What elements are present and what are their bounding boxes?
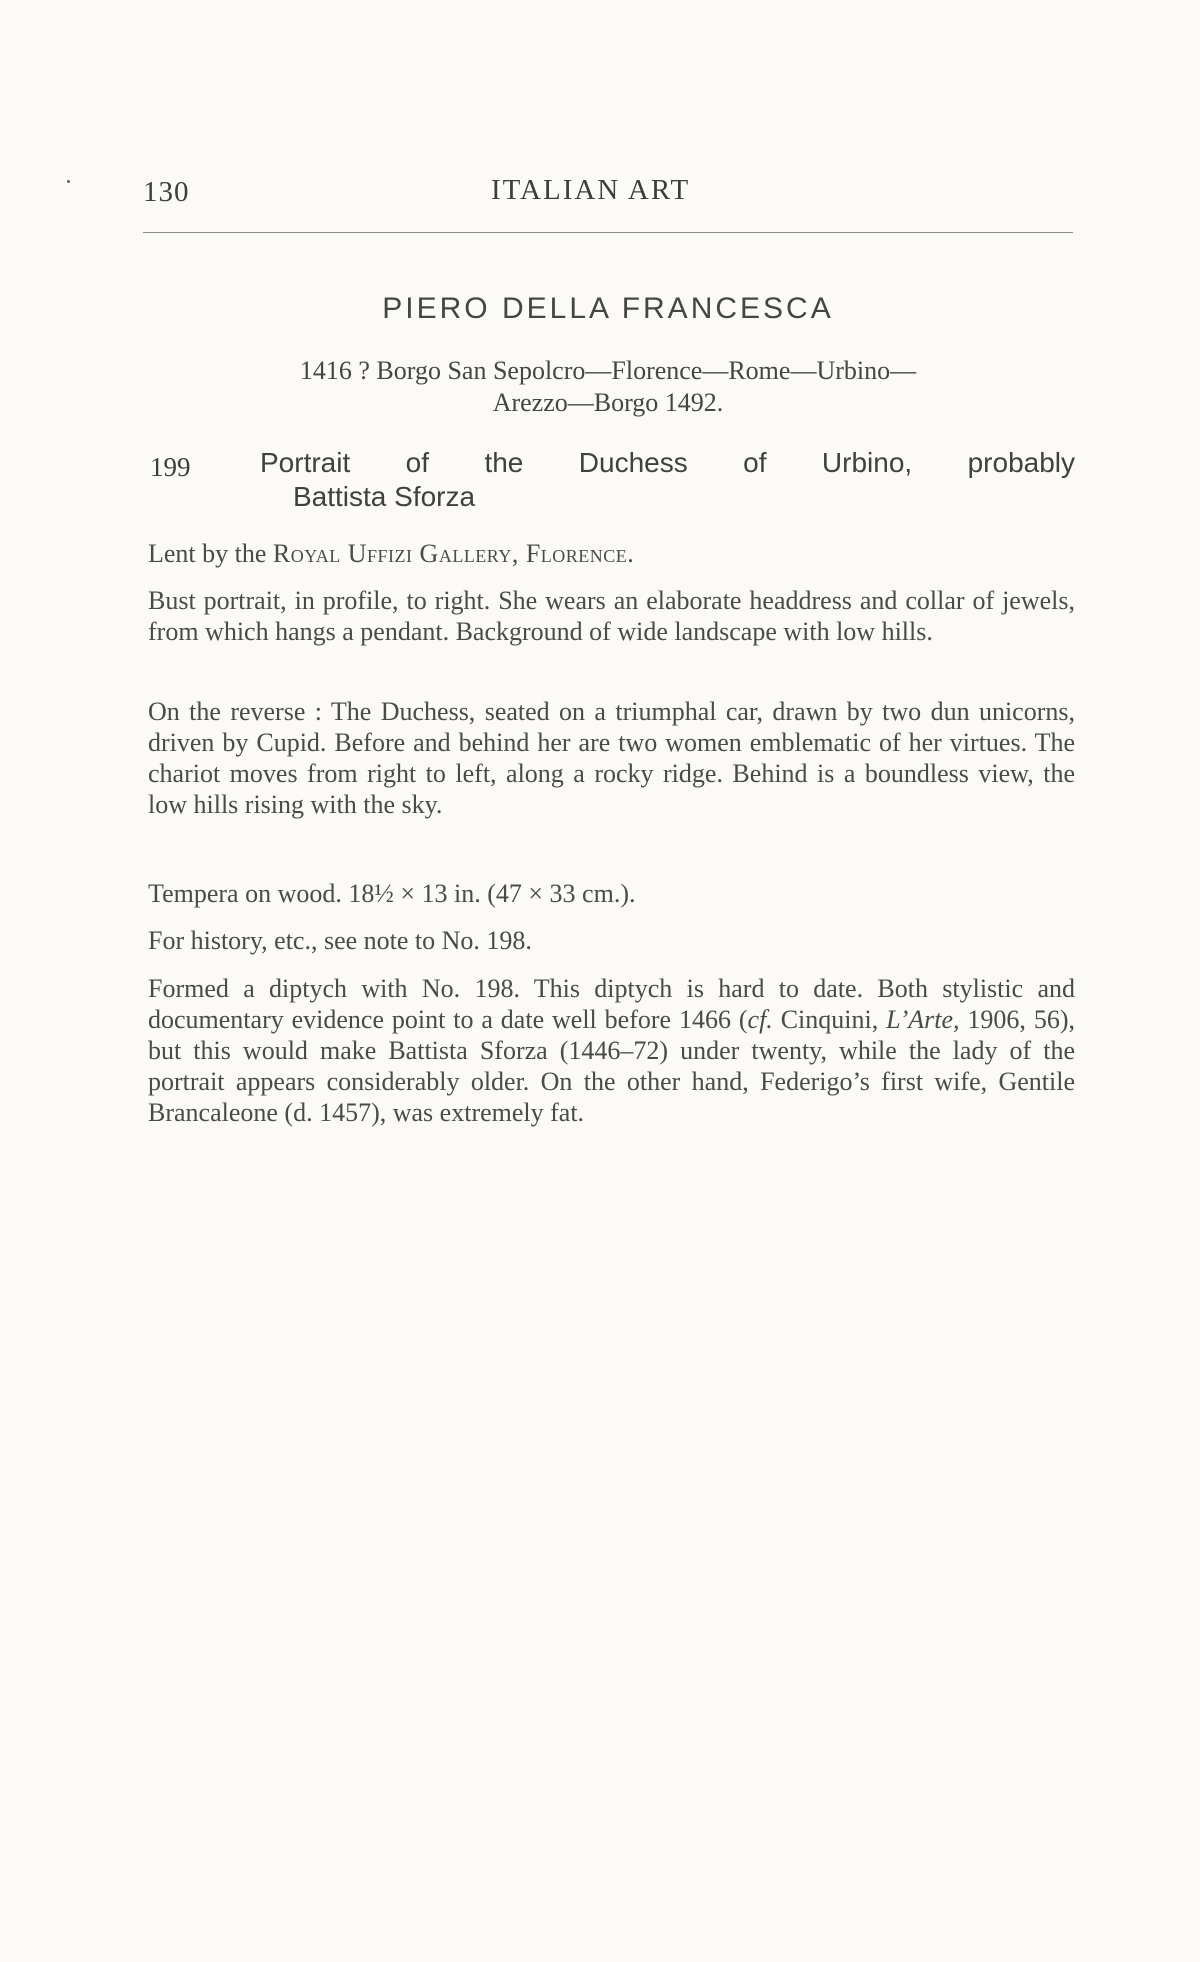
print-speck [67,180,70,183]
lender-prefix: Lent by the [148,539,273,568]
artwork-title [260,446,1075,514]
history-line [148,925,1075,956]
note-part-2: Cinquini, [772,1005,887,1034]
medium-text: Tempera on wood. 18½ × 13 in. (47 × 33 cm.). [148,879,636,908]
note-text [148,973,1075,1128]
note-cf: cf. [747,1005,773,1034]
artwork-title-line-2: Battista Sforza [293,481,476,512]
history-text: For history, etc., see note to No. 198. [148,926,532,955]
lender-line [148,538,1075,569]
header-rule [143,232,1073,233]
note-part-3: 1906, 56), but this would make Battista Sforza (1446–72) under twenty, while the lady of the portrait appears considerably older. On the other hand, Federigo’s first wife, Gentile Brancaleone (d. 1457), was extremely fat. [148,1005,1075,1127]
lender-name: Royal Uffizi Gallery, Florence. [272,539,635,568]
description-paragraph [148,585,1075,647]
artist-bio-line-2: Arezzo—Borgo 1492. [492,388,724,417]
running-head [143,176,1073,216]
description-text: Bust portrait, in profile, to right. She wears an elaborate headdress and collar of jewels, from which hangs a pendant. Background of wide landscape with low hills. [148,586,1075,646]
artist-bio-line-1: 1416 ? Borgo San Sepolcro—Florence—Rome—Urbino— [299,356,917,385]
page-number: 130 [143,176,190,208]
catalogue-number: 199 [150,452,191,482]
note-part-1: Formed a diptych with No. 198. This diptych is hard to date. Both stylistic and documentary evidence point to a date well before 1466 ( [148,974,1075,1034]
artwork-title-line-1: Portrait of the Duchess of Urbino, probably [260,447,1075,478]
note-journal: L’Arte, [886,1005,960,1034]
reverse-text: On the reverse : The Duchess, seated on a triumphal car, drawn by two dun unicorns, driven by Cupid. Before and behind her are two women emblematic of her virtues. The chariot moves from right to left, along a rocky ridge. Behind is a boundless view, the low hills rising with the sky. [148,697,1075,819]
artist-bio [143,355,1073,419]
running-title: ITALIAN ART [491,174,691,206]
reverse-paragraph [148,696,1075,820]
note-paragraph [148,973,1075,1128]
medium-line [148,878,1075,909]
artist-name: PIERO DELLA FRANCESCA [382,292,834,325]
